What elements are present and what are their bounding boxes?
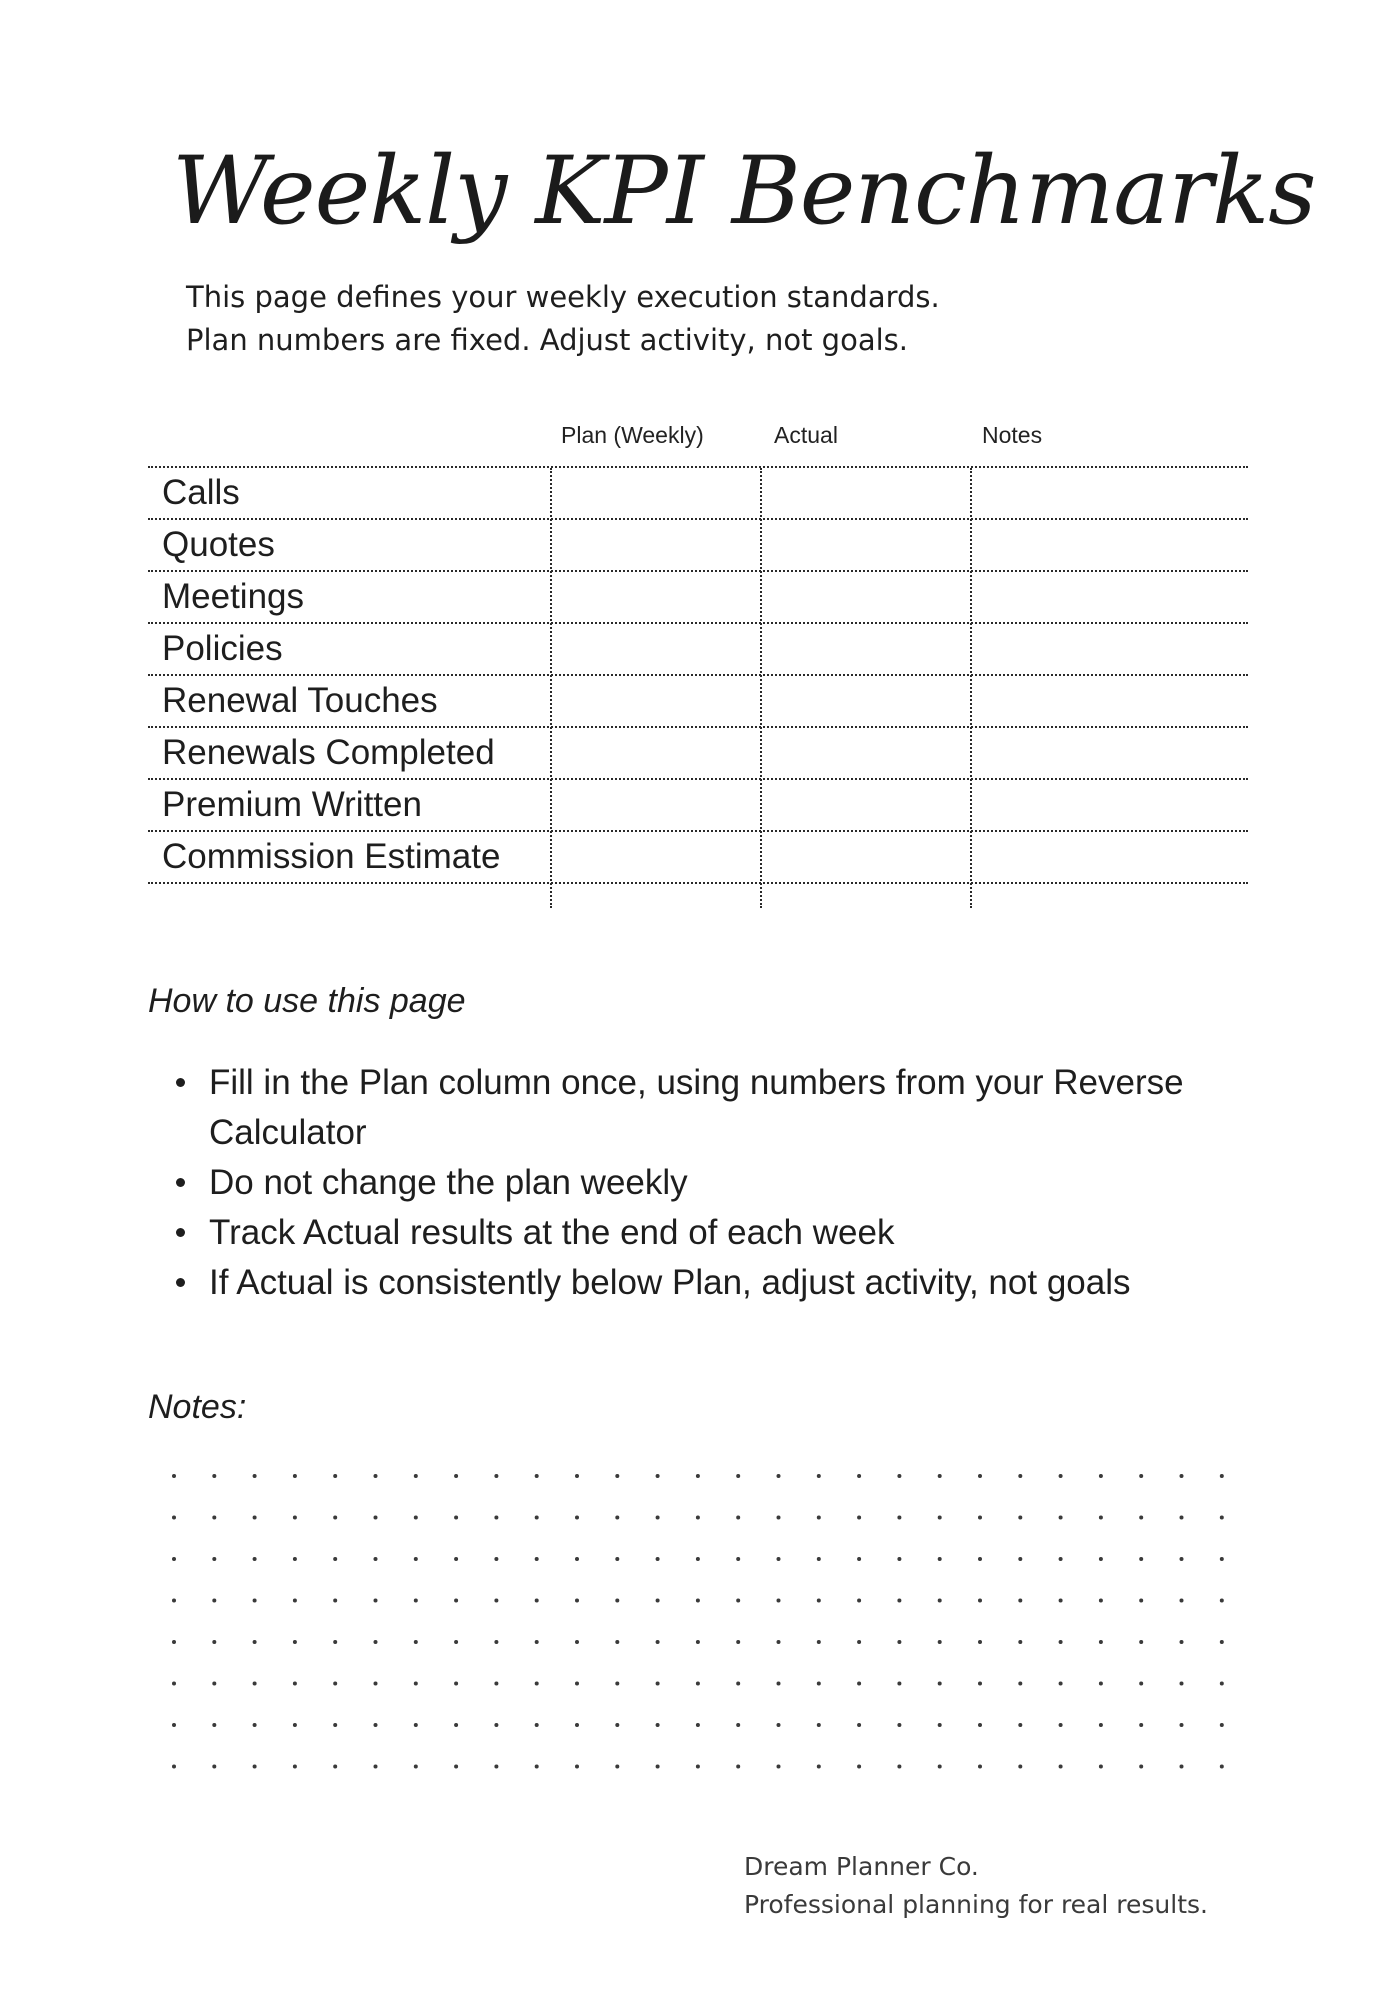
grid-dot — [656, 1682, 660, 1686]
grid-dot — [293, 1557, 297, 1561]
grid-dot — [535, 1557, 539, 1561]
grid-dot — [897, 1640, 901, 1644]
grid-dot — [656, 1557, 660, 1561]
notes-cell[interactable] — [970, 572, 1248, 622]
grid-dot — [938, 1765, 942, 1769]
grid-dot — [212, 1682, 216, 1686]
grid-dot — [1018, 1682, 1022, 1686]
bullet-icon — [176, 1278, 185, 1287]
grid-dot — [1220, 1765, 1224, 1769]
grid-dot — [696, 1599, 700, 1603]
kpi-table-body — [148, 466, 1248, 884]
grid-dot — [212, 1557, 216, 1561]
grid-dot — [1180, 1723, 1184, 1727]
grid-dot — [575, 1682, 579, 1686]
grid-dot — [374, 1474, 378, 1478]
grid-dot — [696, 1682, 700, 1686]
grid-dot — [777, 1682, 781, 1686]
grid-dot — [253, 1765, 257, 1769]
table-row — [148, 572, 1248, 624]
grid-dot — [938, 1599, 942, 1603]
grid-dot — [293, 1682, 297, 1686]
grid-dot — [1099, 1474, 1103, 1478]
footer-company: Dream Planner Co. — [744, 1852, 979, 1881]
actual-cell[interactable] — [760, 624, 970, 674]
grid-dot — [293, 1640, 297, 1644]
grid-dot — [1059, 1682, 1063, 1686]
grid-dot — [293, 1516, 297, 1520]
grid-dot — [857, 1557, 861, 1561]
grid-dot — [1139, 1723, 1143, 1727]
grid-dot — [575, 1765, 579, 1769]
notes-dot-grid[interactable] — [170, 1472, 1250, 1772]
grid-dot — [535, 1765, 539, 1769]
grid-dot — [1018, 1599, 1022, 1603]
column-header-plan: Plan (Weekly) — [561, 422, 704, 448]
grid-dot — [494, 1599, 498, 1603]
page-title: Weekly KPI Benchmarks — [172, 137, 1316, 246]
grid-dot — [212, 1723, 216, 1727]
notes-cell[interactable] — [970, 520, 1248, 570]
intro-line: This page defines your weekly execution standards. — [186, 280, 940, 314]
grid-dot — [938, 1682, 942, 1686]
grid-dot — [1139, 1599, 1143, 1603]
grid-dot — [575, 1516, 579, 1520]
grid-dot — [696, 1516, 700, 1520]
grid-dot — [978, 1516, 982, 1520]
grid-dot — [414, 1640, 418, 1644]
grid-dot — [535, 1682, 539, 1686]
bullet-icon — [176, 1178, 185, 1187]
grid-dot — [1018, 1765, 1022, 1769]
grid-dot — [777, 1516, 781, 1520]
grid-dot — [817, 1516, 821, 1520]
grid-dot — [817, 1682, 821, 1686]
grid-dot — [1099, 1599, 1103, 1603]
grid-dot — [494, 1474, 498, 1478]
grid-dot — [454, 1516, 458, 1520]
kpi-table-header — [148, 418, 1248, 466]
grid-dot — [656, 1640, 660, 1644]
list-item-text: Do not change the plan weekly — [209, 1163, 688, 1202]
intro-text — [186, 276, 940, 362]
grid-dot — [494, 1682, 498, 1686]
grid-dot — [333, 1640, 337, 1644]
grid-dot — [1018, 1474, 1022, 1478]
grid-dot — [253, 1474, 257, 1478]
grid-dot — [1220, 1723, 1224, 1727]
notes-cell[interactable] — [970, 676, 1248, 726]
notes-title: Notes: — [148, 1388, 247, 1426]
plan-cell[interactable] — [550, 832, 760, 882]
notes-cell[interactable] — [970, 728, 1248, 778]
grid-dot — [978, 1474, 982, 1478]
grid-dot — [938, 1516, 942, 1520]
plan-cell[interactable] — [550, 572, 760, 622]
grid-dot — [696, 1474, 700, 1478]
grid-dot — [978, 1765, 982, 1769]
grid-dot — [1059, 1765, 1063, 1769]
grid-dot — [1018, 1516, 1022, 1520]
grid-dot — [1059, 1723, 1063, 1727]
grid-dot — [615, 1765, 619, 1769]
grid-dot — [938, 1474, 942, 1478]
list-item-text: If Actual is consistently below Plan, adjust activity, not goals — [209, 1263, 1131, 1302]
grid-dot — [333, 1599, 337, 1603]
grid-dot — [253, 1723, 257, 1727]
grid-dot — [857, 1599, 861, 1603]
footer-tagline: Professional planning for real results. — [744, 1890, 1208, 1919]
grid-dot — [1059, 1557, 1063, 1561]
grid-dot — [454, 1557, 458, 1561]
grid-dot — [1059, 1474, 1063, 1478]
grid-dot — [1099, 1765, 1103, 1769]
row-label: Renewals Completed — [162, 733, 495, 772]
grid-dot — [253, 1640, 257, 1644]
grid-dot — [696, 1723, 700, 1727]
table-row — [148, 468, 1248, 520]
grid-dot — [374, 1640, 378, 1644]
grid-dot — [293, 1765, 297, 1769]
grid-dot — [293, 1599, 297, 1603]
grid-dot — [1220, 1599, 1224, 1603]
grid-dot — [212, 1474, 216, 1478]
table-row — [148, 676, 1248, 728]
grid-dot — [454, 1723, 458, 1727]
grid-dot — [857, 1765, 861, 1769]
grid-dot — [615, 1557, 619, 1561]
grid-dot — [212, 1599, 216, 1603]
grid-dot — [978, 1599, 982, 1603]
grid-dot — [897, 1474, 901, 1478]
grid-dot — [1099, 1557, 1103, 1561]
grid-dot — [172, 1765, 176, 1769]
grid-dot — [1220, 1557, 1224, 1561]
how-to-use-title: How to use this page — [148, 982, 466, 1020]
grid-dot — [1099, 1723, 1103, 1727]
actual-cell[interactable] — [760, 572, 970, 622]
row-label: Premium Written — [162, 785, 422, 824]
grid-dot — [656, 1516, 660, 1520]
plan-cell[interactable] — [550, 780, 760, 830]
grid-dot — [414, 1599, 418, 1603]
grid-dot — [938, 1723, 942, 1727]
grid-dot — [978, 1682, 982, 1686]
grid-dot — [736, 1765, 740, 1769]
grid-dot — [777, 1557, 781, 1561]
grid-dot — [615, 1640, 619, 1644]
list-item-text: Fill in the Plan column once, using numbers from your Reverse Calculator — [209, 1063, 1184, 1152]
grid-dot — [817, 1557, 821, 1561]
grid-dot — [1059, 1599, 1063, 1603]
grid-dot — [817, 1474, 821, 1478]
row-label: Renewal Touches — [162, 681, 438, 720]
grid-dot — [656, 1723, 660, 1727]
grid-dot — [494, 1765, 498, 1769]
grid-dot — [172, 1474, 176, 1478]
grid-dot — [736, 1640, 740, 1644]
list-item — [148, 1158, 1258, 1208]
grid-dot — [575, 1640, 579, 1644]
grid-dot — [293, 1723, 297, 1727]
grid-dot — [1059, 1516, 1063, 1520]
grid-dot — [857, 1723, 861, 1727]
grid-dot — [333, 1516, 337, 1520]
list-item-text: Track Actual results at the end of each week — [209, 1213, 895, 1252]
notes-cell[interactable] — [970, 832, 1248, 882]
grid-dot — [817, 1723, 821, 1727]
grid-dot — [172, 1640, 176, 1644]
grid-dot — [1180, 1557, 1184, 1561]
grid-dot — [978, 1557, 982, 1561]
grid-dot — [978, 1723, 982, 1727]
grid-dot — [817, 1640, 821, 1644]
grid-dot — [656, 1765, 660, 1769]
grid-dot — [454, 1474, 458, 1478]
grid-dot — [414, 1557, 418, 1561]
grid-dot — [777, 1474, 781, 1478]
grid-dot — [374, 1682, 378, 1686]
grid-dot — [454, 1765, 458, 1769]
grid-dot — [293, 1474, 297, 1478]
grid-dot — [1099, 1682, 1103, 1686]
grid-dot — [857, 1640, 861, 1644]
grid-dot — [817, 1765, 821, 1769]
column-header-notes: Notes — [982, 422, 1043, 448]
table-row — [148, 624, 1248, 676]
grid-dot — [212, 1765, 216, 1769]
grid-dot — [333, 1474, 337, 1478]
intro-line: Plan numbers are fixed. Adjust activity, not goals. — [186, 323, 908, 357]
list-item — [148, 1208, 1258, 1258]
grid-dot — [172, 1682, 176, 1686]
grid-dot — [1018, 1640, 1022, 1644]
grid-dot — [333, 1723, 337, 1727]
grid-dot — [1180, 1682, 1184, 1686]
grid-dot — [253, 1599, 257, 1603]
grid-dot — [1018, 1723, 1022, 1727]
grid-dot — [1059, 1640, 1063, 1644]
grid-dot — [1139, 1640, 1143, 1644]
table-row — [148, 780, 1248, 832]
actual-cell[interactable] — [760, 728, 970, 778]
grid-dot — [535, 1640, 539, 1644]
grid-dot — [374, 1599, 378, 1603]
grid-dot — [535, 1599, 539, 1603]
grid-dot — [333, 1557, 337, 1561]
grid-dot — [333, 1682, 337, 1686]
grid-dot — [615, 1599, 619, 1603]
column-header-actual: Actual — [774, 422, 838, 448]
actual-cell[interactable] — [760, 468, 970, 518]
grid-dot — [172, 1599, 176, 1603]
grid-dot — [1220, 1640, 1224, 1644]
grid-dot — [777, 1599, 781, 1603]
table-row — [148, 728, 1248, 780]
grid-dot — [575, 1557, 579, 1561]
grid-dot — [414, 1723, 418, 1727]
grid-dot — [535, 1723, 539, 1727]
grid-dot — [736, 1599, 740, 1603]
grid-dot — [253, 1682, 257, 1686]
actual-cell[interactable] — [760, 676, 970, 726]
grid-dot — [656, 1474, 660, 1478]
grid-dot — [1180, 1765, 1184, 1769]
grid-dot — [615, 1723, 619, 1727]
grid-dot — [414, 1765, 418, 1769]
grid-dot — [575, 1474, 579, 1478]
grid-dot — [736, 1557, 740, 1561]
grid-dot — [1018, 1557, 1022, 1561]
grid-dot — [414, 1516, 418, 1520]
grid-dot — [172, 1557, 176, 1561]
grid-dot — [575, 1599, 579, 1603]
grid-dot — [494, 1640, 498, 1644]
grid-dot — [857, 1516, 861, 1520]
grid-dot — [1099, 1640, 1103, 1644]
grid-dot — [817, 1599, 821, 1603]
plan-cell[interactable] — [550, 676, 760, 726]
bullet-icon — [176, 1228, 185, 1237]
grid-dot — [454, 1682, 458, 1686]
row-label: Policies — [162, 629, 283, 668]
grid-dot — [615, 1516, 619, 1520]
grid-dot — [1099, 1516, 1103, 1520]
grid-dot — [494, 1557, 498, 1561]
grid-dot — [253, 1516, 257, 1520]
grid-dot — [454, 1599, 458, 1603]
how-to-use-list — [148, 1058, 1258, 1308]
grid-dot — [897, 1682, 901, 1686]
actual-cell[interactable] — [760, 520, 970, 570]
grid-dot — [374, 1723, 378, 1727]
grid-dot — [938, 1557, 942, 1561]
grid-dot — [897, 1599, 901, 1603]
grid-dot — [615, 1682, 619, 1686]
actual-cell[interactable] — [760, 780, 970, 830]
grid-dot — [374, 1557, 378, 1561]
grid-dot — [535, 1516, 539, 1520]
grid-dot — [374, 1765, 378, 1769]
grid-dot — [1139, 1557, 1143, 1561]
grid-dot — [1180, 1474, 1184, 1478]
grid-dot — [1139, 1516, 1143, 1520]
grid-dot — [1220, 1516, 1224, 1520]
row-label: Quotes — [162, 525, 275, 564]
plan-cell[interactable] — [550, 728, 760, 778]
grid-dot — [494, 1516, 498, 1520]
grid-dot — [897, 1557, 901, 1561]
plan-cell[interactable] — [550, 520, 760, 570]
grid-dot — [777, 1640, 781, 1644]
grid-dot — [736, 1474, 740, 1478]
grid-dot — [1180, 1516, 1184, 1520]
grid-dot — [696, 1557, 700, 1561]
grid-dot — [777, 1723, 781, 1727]
grid-dot — [1220, 1474, 1224, 1478]
grid-dot — [897, 1765, 901, 1769]
grid-dot — [172, 1723, 176, 1727]
bullet-icon — [176, 1078, 185, 1087]
grid-dot — [938, 1640, 942, 1644]
grid-dot — [374, 1516, 378, 1520]
table-row — [148, 832, 1248, 884]
table-row — [148, 520, 1248, 572]
row-label: Calls — [162, 473, 240, 512]
grid-dot — [1139, 1474, 1143, 1478]
grid-dot — [615, 1474, 619, 1478]
plan-cell[interactable] — [550, 624, 760, 674]
grid-dot — [777, 1765, 781, 1769]
list-item — [148, 1258, 1258, 1308]
grid-dot — [978, 1640, 982, 1644]
kpi-table — [148, 418, 1248, 884]
grid-dot — [454, 1640, 458, 1644]
grid-dot — [1139, 1682, 1143, 1686]
footer — [744, 1848, 1208, 1924]
notes-cell[interactable] — [970, 624, 1248, 674]
grid-dot — [1180, 1599, 1184, 1603]
grid-dot — [212, 1640, 216, 1644]
plan-cell[interactable] — [550, 468, 760, 518]
grid-dot — [1139, 1765, 1143, 1769]
grid-dot — [736, 1516, 740, 1520]
notes-cell[interactable] — [970, 780, 1248, 830]
grid-dot — [535, 1474, 539, 1478]
list-item — [148, 1058, 1258, 1158]
grid-dot — [333, 1765, 337, 1769]
grid-dot — [414, 1474, 418, 1478]
grid-dot — [736, 1723, 740, 1727]
grid-dot — [656, 1599, 660, 1603]
grid-dot — [253, 1557, 257, 1561]
grid-dot — [212, 1516, 216, 1520]
actual-cell[interactable] — [760, 832, 970, 882]
row-label: Meetings — [162, 577, 305, 616]
grid-dot — [414, 1682, 418, 1686]
grid-dot — [897, 1516, 901, 1520]
row-label: Commission Estimate — [162, 837, 501, 876]
grid-dot — [857, 1682, 861, 1686]
notes-cell[interactable] — [970, 468, 1248, 518]
grid-dot — [696, 1640, 700, 1644]
grid-dot — [857, 1474, 861, 1478]
grid-dot — [696, 1765, 700, 1769]
grid-dot — [1180, 1640, 1184, 1644]
grid-dot — [494, 1723, 498, 1727]
grid-dot — [575, 1723, 579, 1727]
grid-dot — [172, 1516, 176, 1520]
grid-dot — [736, 1682, 740, 1686]
grid-dot — [897, 1723, 901, 1727]
grid-dot — [1220, 1682, 1224, 1686]
